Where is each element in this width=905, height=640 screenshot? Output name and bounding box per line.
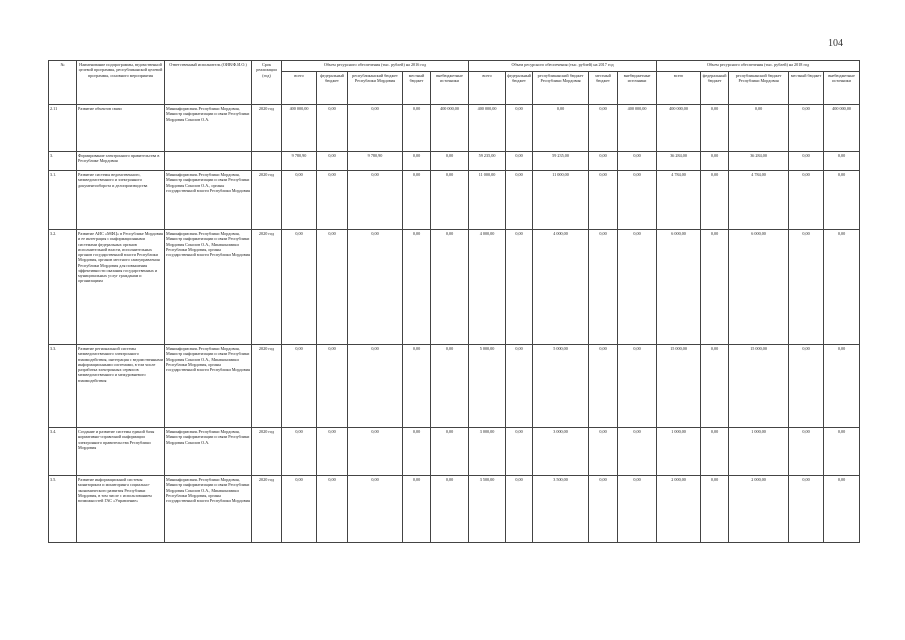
value-cell: 0,00 bbox=[431, 345, 469, 428]
value-cell: 36 284,00 bbox=[729, 152, 789, 171]
sub-header-federal: федеральный бюджет bbox=[701, 72, 729, 105]
value-cell: 400 000,00 bbox=[657, 105, 701, 152]
value-cell: 0,00 bbox=[701, 230, 729, 345]
value-cell: 0,00 bbox=[403, 171, 431, 230]
value-cell: 1 000,00 bbox=[729, 428, 789, 476]
row-name: Формирование электронного правительства в Республике Мордовия bbox=[77, 152, 165, 171]
sub-header-local: местный бюджет bbox=[403, 72, 431, 105]
value-cell: 0,00 bbox=[618, 171, 657, 230]
value-cell: 0,00 bbox=[789, 345, 824, 428]
value-cell: 5 000,00 bbox=[469, 345, 506, 428]
value-cell: 0,00 bbox=[506, 230, 533, 345]
value-cell: 0,00 bbox=[506, 105, 533, 152]
row-num: 3. bbox=[49, 152, 77, 171]
value-cell: 0,00 bbox=[824, 171, 860, 230]
row-term: 2020 год bbox=[252, 476, 282, 543]
value-cell: 0,00 bbox=[506, 428, 533, 476]
value-cell: 0,00 bbox=[506, 171, 533, 230]
col-num-header: № bbox=[49, 61, 77, 105]
value-cell: 0,00 bbox=[824, 230, 860, 345]
row-term: 2020 год bbox=[252, 428, 282, 476]
value-cell: 11 000,00 bbox=[469, 171, 506, 230]
value-cell: 0,00 bbox=[589, 230, 618, 345]
value-cell: 0,00 bbox=[618, 476, 657, 543]
row-term: 2020 год bbox=[252, 171, 282, 230]
value-cell: 0,00 bbox=[506, 152, 533, 171]
group-header-2018: Объем ресурсного обеспечения (тыс. рублей) на 2018 год bbox=[657, 61, 860, 72]
value-cell: 0,00 bbox=[789, 428, 824, 476]
value-cell: 0,00 bbox=[317, 152, 348, 171]
value-cell: 400 000,00 bbox=[431, 105, 469, 152]
value-cell: 0,00 bbox=[403, 105, 431, 152]
value-cell: 0,00 bbox=[824, 152, 860, 171]
value-cell: 0,00 bbox=[348, 105, 403, 152]
row-responsible: Мининформсвязь Республики Мордовия, Министр информатизации и связи Республики Мордовия Соколов О.А. bbox=[165, 428, 252, 476]
table-body bbox=[49, 105, 860, 543]
value-cell: 4 784,00 bbox=[657, 171, 701, 230]
row-responsible: Мининформсвязь Республики Мордовия, Министр информатизации и связи Республики Мордовия Соколов О.А., органы государственной власти Республики Мордовия bbox=[165, 171, 252, 230]
value-cell: 0,00 bbox=[533, 105, 589, 152]
sub-header-nonbudget: внебюджетные источники bbox=[618, 72, 657, 105]
value-cell: 0,00 bbox=[317, 476, 348, 543]
value-cell: 0,00 bbox=[403, 428, 431, 476]
row-term: 2020 год bbox=[252, 230, 282, 345]
row-responsible bbox=[165, 152, 252, 171]
value-cell: 0,00 bbox=[824, 345, 860, 428]
row-num: 3.2. bbox=[49, 230, 77, 345]
value-cell: 0,00 bbox=[431, 171, 469, 230]
value-cell: 0,00 bbox=[403, 152, 431, 171]
table-row bbox=[49, 428, 860, 476]
sub-header-republic: республиканский бюджет Республики Мордовия bbox=[729, 72, 789, 105]
table-row bbox=[49, 345, 860, 428]
value-cell: 0,00 bbox=[348, 230, 403, 345]
value-cell: 0,00 bbox=[317, 230, 348, 345]
value-cell: 4 000,00 bbox=[469, 230, 506, 345]
sub-header-nonbudget: внебюджетные источники bbox=[431, 72, 469, 105]
value-cell: 0,00 bbox=[403, 345, 431, 428]
sub-header-federal: федеральный бюджет bbox=[317, 72, 348, 105]
sub-header-republic: республиканский бюджет Республики Мордовия bbox=[348, 72, 403, 105]
value-cell: 400 000,00 bbox=[824, 105, 860, 152]
sub-header-total: всего bbox=[282, 72, 317, 105]
value-cell: 0,00 bbox=[506, 476, 533, 543]
value-cell: 9 780,90 bbox=[348, 152, 403, 171]
value-cell: 0,00 bbox=[701, 476, 729, 543]
row-responsible: Мининформсвязь Республики Мордовия, Министр информатизации и связи Республики Мордовия Соколов О.А., Минэкономики Республики Мордовия, органы государственной власти Республики Мордовия bbox=[165, 476, 252, 543]
value-cell: 0,00 bbox=[403, 230, 431, 345]
value-cell: 0,00 bbox=[506, 345, 533, 428]
row-name: Создание и развитие системы единой базы нормативно-справочной информации электронного правительства Республики Мордовия bbox=[77, 428, 165, 476]
table-row bbox=[49, 105, 860, 152]
row-name: Развитие объектов связи bbox=[77, 105, 165, 152]
value-cell: 0,00 bbox=[348, 345, 403, 428]
value-cell: 0,00 bbox=[589, 171, 618, 230]
value-cell: 400 000,00 bbox=[618, 105, 657, 152]
value-cell: 0,00 bbox=[589, 105, 618, 152]
row-num: 3.5. bbox=[49, 476, 77, 543]
row-num: 3.4. bbox=[49, 428, 77, 476]
value-cell: 2 000,00 bbox=[729, 476, 789, 543]
value-cell: 0,00 bbox=[348, 428, 403, 476]
sub-header-federal: федеральный бюджет bbox=[506, 72, 533, 105]
value-cell: 59 235,00 bbox=[533, 152, 589, 171]
row-term: 2020 год bbox=[252, 105, 282, 152]
row-name: Развитие информационной системы мониторинга и мониторинга социально-экономического развития Республики Мордовия, в том числе с использованием возможностей ГАС «Управление» bbox=[77, 476, 165, 543]
row-responsible: Мининформсвязь Республики Мордовия, Министр информатизации и связи Республики Мордовия Соколов О.А. bbox=[165, 105, 252, 152]
value-cell: 0,00 bbox=[282, 476, 317, 543]
value-cell: 15 000,00 bbox=[657, 345, 701, 428]
sub-header-local: местный бюджет bbox=[789, 72, 824, 105]
value-cell: 0,00 bbox=[282, 428, 317, 476]
value-cell: 9 780,90 bbox=[282, 152, 317, 171]
value-cell: 0,00 bbox=[618, 152, 657, 171]
group-header-2017: Объем ресурсного обеспечения (тыс. рублей) на 2017 год bbox=[469, 61, 657, 72]
value-cell: 3 000,00 bbox=[533, 428, 589, 476]
table-row bbox=[49, 476, 860, 543]
value-cell: 0,00 bbox=[589, 428, 618, 476]
value-cell: 1 000,00 bbox=[657, 428, 701, 476]
value-cell: 0,00 bbox=[348, 476, 403, 543]
value-cell: 0,00 bbox=[701, 152, 729, 171]
value-cell: 0,00 bbox=[282, 171, 317, 230]
page-number: 104 bbox=[828, 38, 843, 49]
col-name-header: Наименование подпрограммы, ведомственной целевой программы, республиканской целевой программы, основного мероприятия bbox=[77, 61, 165, 105]
value-cell: 0,00 bbox=[701, 105, 729, 152]
row-name: Развитие региональной системы межведомственного электронного взаимодействия, интеграция с ведомственными информационными системами, в том числе разработка электронных сервисов межведомственного и межуровневого взаимодействия bbox=[77, 345, 165, 428]
value-cell: 0,00 bbox=[789, 152, 824, 171]
value-cell: 0,00 bbox=[824, 428, 860, 476]
row-term: 2020 год bbox=[252, 345, 282, 428]
value-cell: 6 000,00 bbox=[657, 230, 701, 345]
value-cell: 0,00 bbox=[348, 171, 403, 230]
value-cell: 0,00 bbox=[317, 105, 348, 152]
row-num: 3.3. bbox=[49, 345, 77, 428]
value-cell: 6 000,00 bbox=[729, 230, 789, 345]
row-responsible: Мининформсвязь Республики Мордовия, Министр информатизации и связи Республики Мордовия Соколов О.А., Минэкономики Республики Мордовия, органы государственной власти Республики Мордовия bbox=[165, 230, 252, 345]
table-row bbox=[49, 230, 860, 345]
sub-header-total: всего bbox=[657, 72, 701, 105]
row-name: Развитие АИС «МФЦ» в Республике Мордовия и ее интеграция с информационными системами федеральных органов исполнительной власти, исполнительных органов государственной власти Республики Мордовия, органов местного самоуправления Республики Мордовия для повышения эффективности оказания государственных и муниципальных услуг гражданам и организациям bbox=[77, 230, 165, 345]
value-cell: 0,00 bbox=[431, 230, 469, 345]
value-cell: 4 784,00 bbox=[729, 171, 789, 230]
sub-header-local: местный бюджет bbox=[589, 72, 618, 105]
value-cell: 0,00 bbox=[618, 428, 657, 476]
value-cell: 0,00 bbox=[824, 476, 860, 543]
value-cell: 15 000,00 bbox=[729, 345, 789, 428]
resource-table bbox=[48, 60, 860, 543]
value-cell: 0,00 bbox=[317, 428, 348, 476]
value-cell: 36 284,00 bbox=[657, 152, 701, 171]
value-cell: 0,00 bbox=[789, 230, 824, 345]
value-cell: 0,00 bbox=[317, 345, 348, 428]
value-cell: 0,00 bbox=[789, 476, 824, 543]
value-cell: 3 500,00 bbox=[469, 476, 506, 543]
value-cell: 0,00 bbox=[317, 171, 348, 230]
value-cell: 0,00 bbox=[789, 105, 824, 152]
group-header-2016: Объем ресурсного обеспечения (тыс. рублей) на 2016 год bbox=[282, 61, 469, 72]
value-cell: 0,00 bbox=[618, 345, 657, 428]
sub-header-republic: республиканский бюджет Республики Мордовия bbox=[533, 72, 589, 105]
value-cell: 0,00 bbox=[589, 476, 618, 543]
value-cell: 0,00 bbox=[403, 476, 431, 543]
value-cell: 2 000,00 bbox=[657, 476, 701, 543]
value-cell: 3 500,00 bbox=[533, 476, 589, 543]
col-term-header: Срок реализации (год) bbox=[252, 61, 282, 105]
value-cell: 11 000,00 bbox=[533, 171, 589, 230]
value-cell: 0,00 bbox=[431, 476, 469, 543]
table-header bbox=[49, 61, 860, 105]
value-cell: 0,00 bbox=[618, 230, 657, 345]
value-cell: 0,00 bbox=[701, 428, 729, 476]
row-responsible: Мининформсвязь Республики Мордовия, Министр информатизации и связи Республики Мордовия Соколов О.А., Минэкономики Республики Мордовия, органы государственной власти Республики Мордовия bbox=[165, 345, 252, 428]
row-num: 2.11 bbox=[49, 105, 77, 152]
value-cell: 0,00 bbox=[589, 152, 618, 171]
value-cell: 0,00 bbox=[701, 345, 729, 428]
value-cell: 0,00 bbox=[431, 152, 469, 171]
value-cell: 400 000,00 bbox=[282, 105, 317, 152]
table-row bbox=[49, 171, 860, 230]
row-num: 3.1. bbox=[49, 171, 77, 230]
value-cell: 5 000,00 bbox=[533, 345, 589, 428]
value-cell: 0,00 bbox=[729, 105, 789, 152]
value-cell: 0,00 bbox=[282, 345, 317, 428]
sub-header-nonbudget: внебюджетные источники bbox=[824, 72, 860, 105]
row-term bbox=[252, 152, 282, 171]
value-cell: 0,00 bbox=[589, 345, 618, 428]
value-cell: 4 000,00 bbox=[533, 230, 589, 345]
row-name: Развитие системы ведомственного, межведомственного и электронного документооборота и делопроизводства bbox=[77, 171, 165, 230]
value-cell: 0,00 bbox=[282, 230, 317, 345]
value-cell: 0,00 bbox=[789, 171, 824, 230]
value-cell: 3 000,00 bbox=[469, 428, 506, 476]
value-cell: 59 235,00 bbox=[469, 152, 506, 171]
value-cell: 400 000,00 bbox=[469, 105, 506, 152]
value-cell: 0,00 bbox=[431, 428, 469, 476]
col-responsible-header: Ответственный исполнитель (ОИВ/Ф.И.О.) bbox=[165, 61, 252, 105]
table-row bbox=[49, 152, 860, 171]
value-cell: 0,00 bbox=[701, 171, 729, 230]
sub-header-total: всего bbox=[469, 72, 506, 105]
